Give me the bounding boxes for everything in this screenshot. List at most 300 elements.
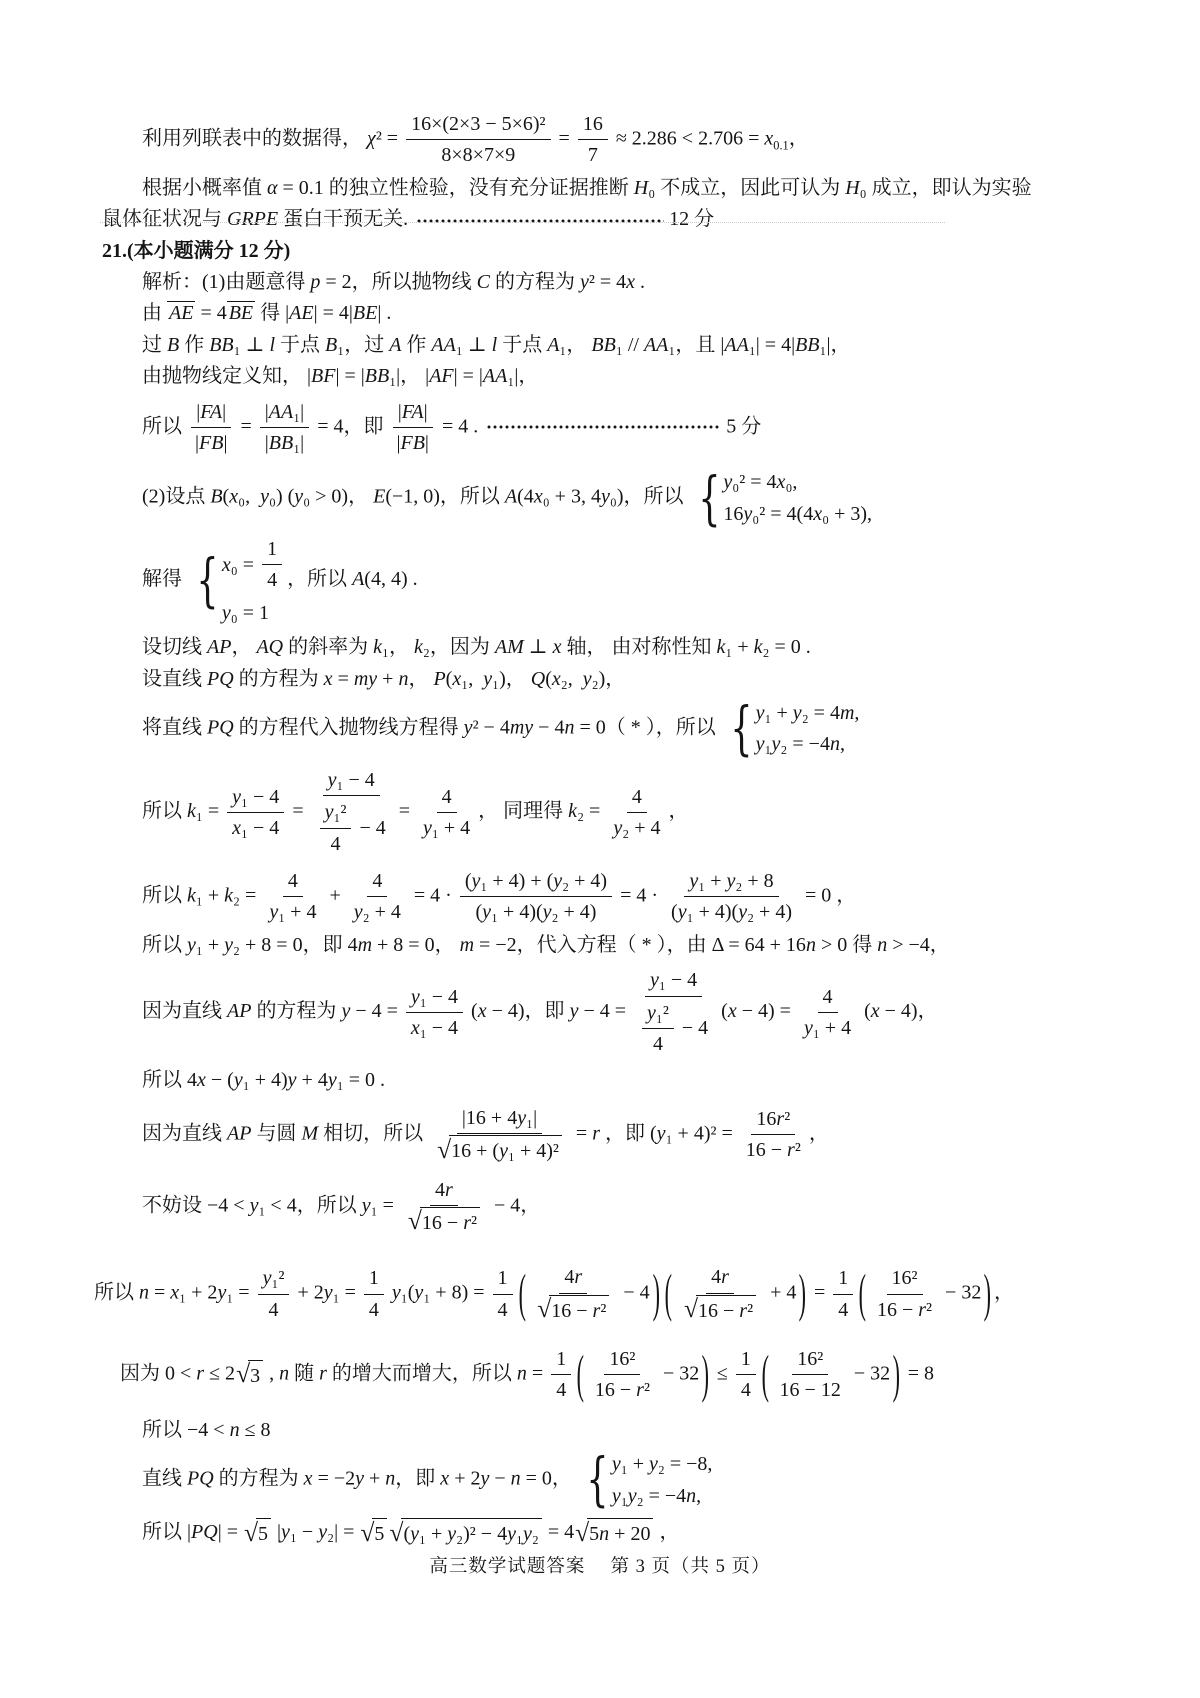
solution-line	[102, 205, 1144, 233]
solution-line	[142, 331, 1144, 359]
math-run: (y₁ + 4) + (y₂ + 4)	[464, 869, 608, 892]
fraction-denominator	[741, 1135, 806, 1164]
fraction	[391, 398, 433, 458]
math-run: = 4 ·	[615, 884, 664, 907]
text-run: .	[407, 568, 418, 591]
fraction	[493, 1264, 513, 1324]
fraction	[260, 398, 309, 458]
math-run: (x − 4)	[466, 1000, 525, 1023]
fraction-denominator	[349, 897, 406, 926]
fraction	[666, 867, 797, 927]
solution-line	[142, 397, 1144, 459]
math-run: |AA₁| = 4|BB₁|	[720, 333, 831, 356]
text-run: 所以	[142, 1069, 187, 1092]
solution-line	[142, 362, 1144, 390]
text-run: ，	[994, 1281, 1014, 1304]
math-run: = 4	[312, 415, 344, 437]
fraction	[460, 867, 612, 927]
text-run: ，即	[600, 1122, 650, 1145]
math-run: = 4	[195, 302, 227, 325]
text-run: 将直线	[142, 716, 207, 739]
text-run: 蛋白干预无关.	[278, 208, 409, 231]
math-run: BB₁ // AA₁	[591, 333, 676, 356]
text-run: 因为直线	[142, 1122, 227, 1145]
math-run: |AE| = 4|BE|	[285, 302, 382, 325]
math-run: + 4	[765, 1281, 797, 1304]
square-root	[575, 1518, 653, 1548]
math-run: =	[235, 415, 257, 437]
text-run: 成立，即认为实验	[866, 176, 1032, 199]
math-run: |FB|	[396, 431, 429, 454]
math-run: 16 − r²	[421, 1211, 477, 1234]
math-run: B(x₀, y₀) (y₀ > 0)	[210, 485, 349, 508]
text-run: ，	[788, 127, 809, 150]
text-run: ，	[518, 365, 539, 388]
fraction-denominator	[583, 140, 603, 169]
fraction	[349, 867, 406, 927]
text-run: 直线	[142, 1467, 187, 1490]
math-run: 16 − r²	[697, 1299, 754, 1322]
big-paren: (	[761, 1344, 769, 1404]
math-run: =	[287, 799, 309, 822]
math-run: 1	[838, 1267, 849, 1290]
text-run: 利用列联表中的数据得，	[142, 127, 367, 150]
math-run: |FA|	[196, 400, 227, 423]
text-run: ，	[231, 636, 257, 659]
text-run: 过	[142, 333, 167, 356]
text-run: ，即	[343, 415, 389, 437]
math-run: y₁ + 4	[269, 901, 317, 924]
math-run: r	[319, 1362, 327, 1385]
cases-rows	[723, 468, 872, 528]
cases-row	[222, 534, 285, 596]
math-run: m = −2	[459, 933, 517, 956]
math-run: 4	[441, 785, 452, 808]
text-run: ，	[566, 333, 592, 356]
solution-line	[120, 1344, 1144, 1406]
solution-line	[102, 237, 1144, 265]
text-run: 的方程代入抛物线方程得	[233, 716, 464, 739]
left-brace: {	[196, 546, 219, 615]
math-run: = 8	[902, 1362, 935, 1385]
fraction-numerator	[260, 398, 309, 428]
math-run: 4	[822, 985, 833, 1008]
text-run: 设切线	[142, 636, 207, 659]
fraction-numerator	[460, 867, 612, 897]
math-run: 0 < r ≤ 2	[165, 1362, 236, 1385]
math-run: B₁	[325, 333, 345, 356]
fraction-denominator	[551, 1375, 571, 1404]
math-run: 4x − (y₁ + 4)y + 4y₁ = 0	[187, 1069, 375, 1092]
fraction-denominator	[775, 1375, 846, 1404]
cases-row	[756, 730, 845, 758]
fraction-denominator	[190, 428, 232, 457]
fraction	[872, 1264, 937, 1324]
square-root	[360, 1518, 387, 1548]
fraction-denominator	[833, 1295, 853, 1324]
text-run: ，即	[395, 1467, 441, 1490]
math-run: A(4x₀ + 3, 4y₀)	[504, 485, 624, 508]
math-run: n =	[516, 1362, 549, 1385]
fraction-numerator	[751, 1105, 795, 1135]
text-run: ，所以	[439, 485, 505, 508]
text-run: .	[635, 270, 646, 293]
cases-rows	[756, 699, 860, 759]
left-brace: {	[586, 1445, 609, 1514]
text-run: 5 分	[726, 415, 762, 437]
fraction-numerator	[792, 1345, 828, 1375]
math-run: 4	[497, 1298, 508, 1321]
math-run: y₁²	[647, 1001, 669, 1024]
math-run: A	[389, 333, 402, 356]
fraction-numerator	[258, 1264, 290, 1294]
fraction-denominator	[872, 1295, 937, 1324]
math-run: 4m + 8 = 0	[347, 933, 435, 956]
math-run: 1	[497, 1267, 508, 1290]
math-run: |BF| = |BB₁|	[307, 365, 401, 388]
text-run: ，	[400, 365, 426, 388]
text-run: 解得	[142, 568, 187, 591]
radicand	[449, 1135, 562, 1165]
solution-line	[142, 694, 1144, 763]
text-run: 于点	[497, 333, 548, 356]
radicand	[696, 1295, 756, 1325]
math-run: 16 − r²	[876, 1298, 933, 1321]
text-run: .	[381, 302, 392, 325]
text-run: 所以	[142, 1521, 187, 1544]
math-run: p = 2	[310, 270, 352, 293]
math-run: (y₁ + 4)² =	[650, 1122, 738, 1145]
fraction-denominator	[402, 1206, 486, 1237]
math-run: k₂ =	[568, 799, 606, 822]
fraction-denominator	[471, 897, 602, 926]
math-run: y₁ + y₂ = −8,	[611, 1453, 713, 1476]
text-run: ，	[505, 667, 531, 690]
fraction	[406, 110, 550, 170]
fraction	[741, 1105, 806, 1165]
text-run: .	[374, 1069, 385, 1092]
math-run: 7	[587, 144, 598, 167]
text-run: ，	[520, 1193, 541, 1216]
math-run: |AF| = |AA₁|	[425, 365, 519, 388]
math-run: y₂ + 4	[353, 901, 401, 924]
radical-sign: √	[243, 1517, 259, 1547]
solution-line	[142, 1416, 1144, 1444]
fraction	[736, 1345, 756, 1405]
radical-sign: √	[437, 1134, 452, 1164]
math-run: − 4	[354, 816, 386, 839]
math-run: P(x₁, y₁)	[433, 667, 506, 690]
math-run: y₁ + y₂ + 8 = 0	[187, 933, 303, 956]
math-run: 16 − r²	[551, 1299, 607, 1322]
fraction-denominator	[648, 1029, 668, 1058]
text-run: 所以	[142, 1418, 187, 1441]
fraction-numerator	[191, 398, 231, 428]
text-run: 的增大而增大，所以	[326, 1362, 517, 1385]
fraction	[258, 1264, 290, 1324]
text-run: 因为直线	[142, 1000, 227, 1023]
fraction-numerator	[320, 798, 352, 828]
math-run: 4r	[564, 1266, 583, 1289]
text-run: ，因为	[429, 636, 495, 659]
math-run: y₁²	[324, 801, 347, 824]
text-run: 的方程为	[213, 1467, 304, 1490]
math-run: k₁ + k₂ =	[187, 884, 262, 907]
fraction	[678, 1263, 762, 1325]
text-run: 21.(本小题满分 12 分)	[102, 239, 291, 262]
big-paren: (	[576, 1344, 585, 1404]
math-run: x₁ − 4	[410, 1017, 459, 1040]
big-paren: )	[701, 1344, 710, 1404]
text-run: ，所以	[296, 1193, 362, 1216]
math-run: AP	[227, 1122, 252, 1145]
solution-line	[142, 463, 1144, 532]
math-run: 3	[250, 1364, 261, 1387]
solution-line	[142, 1518, 1144, 1549]
big-paren: )	[892, 1344, 901, 1404]
fraction-numerator	[364, 1264, 384, 1294]
fraction-numerator	[367, 867, 387, 897]
text-run: 的方程为	[256, 1000, 342, 1023]
fraction-denominator	[260, 428, 309, 457]
fraction-denominator	[436, 140, 520, 169]
fraction-denominator	[227, 813, 284, 842]
math-run: GRPE	[227, 208, 279, 231]
fraction-denominator	[418, 813, 475, 842]
math-run: |AA₁|	[264, 400, 305, 423]
fraction	[364, 1264, 384, 1324]
radical-sign: √	[389, 1517, 404, 1547]
text-run: ，	[348, 485, 374, 508]
fraction-denominator	[364, 1295, 384, 1324]
radical-sign: √	[575, 1517, 590, 1547]
text-run: 鼠体征状况与	[102, 208, 227, 231]
solution-line	[142, 174, 1144, 202]
math-run: y₁y₂ = −4n,	[755, 733, 845, 756]
math-run: x + 2y − n = 0	[440, 1467, 552, 1490]
solution-content	[94, 109, 1144, 1549]
fraction	[531, 1263, 615, 1325]
math-run: y₁ + y₂ + 8	[689, 869, 774, 892]
cases-rows	[612, 1450, 713, 1510]
radical-sign: √	[236, 1359, 251, 1389]
math-run: − 4	[676, 1017, 709, 1040]
scan-artifact-dotted-rule	[100, 222, 945, 223]
fraction-numerator	[887, 1264, 923, 1294]
math-run: 5n + 20	[589, 1523, 651, 1546]
math-run: 4r	[711, 1266, 729, 1289]
text-run: 于点	[275, 333, 325, 356]
cases-row	[222, 599, 269, 627]
math-run: BE	[228, 302, 254, 325]
math-run: AP	[227, 1000, 252, 1023]
math-run: 1	[556, 1348, 567, 1371]
left-brace: {	[730, 694, 753, 763]
text-run: 轴， 由对称性知	[561, 636, 717, 659]
math-run: 4	[838, 1298, 849, 1321]
math-run: 16²	[609, 1348, 636, 1371]
math-run: PQ	[207, 667, 234, 690]
math-run: 4r	[435, 1178, 453, 1201]
radical-sign: √	[360, 1517, 375, 1547]
solution-line	[142, 866, 1144, 928]
text-run: ，	[434, 933, 460, 956]
fraction	[418, 783, 475, 843]
cases-system	[723, 694, 860, 763]
text-run: ，所以	[287, 568, 353, 591]
math-run: |y₁ − y₂| =	[272, 1521, 360, 1544]
math-run: C	[476, 270, 490, 293]
math-run: |FB|	[195, 431, 228, 454]
math-run: B	[167, 333, 180, 356]
math-run: x = −2y + n	[303, 1467, 396, 1490]
solution-line	[142, 965, 1144, 1060]
fraction-numerator	[437, 783, 457, 813]
math-run: y₁ − 4	[327, 768, 375, 791]
radicand	[420, 1207, 480, 1237]
math-run: 8×8×7×9	[441, 144, 516, 167]
page-footer: 高三数学试题答案 第 3 页（共 5 页）	[429, 1557, 771, 1577]
math-run: (y₁ + 4)(y₂ + 4)	[671, 901, 792, 924]
cases-row	[756, 699, 860, 727]
text-run: ，	[929, 933, 950, 956]
math-run: = 0	[800, 884, 832, 907]
text-run: 得	[255, 302, 286, 325]
cases-row	[723, 468, 797, 496]
math-run: (x − 4) =	[716, 1000, 796, 1023]
math-run: , n	[264, 1362, 290, 1385]
math-run: +	[324, 884, 346, 907]
text-run: 作	[401, 333, 432, 356]
math-run: − 32	[848, 1362, 891, 1385]
math-run: 4	[652, 1032, 663, 1055]
text-run: 设直线	[142, 667, 207, 690]
math-run: |16 + 4y₁|	[461, 1106, 538, 1129]
math-run: − 4	[489, 1193, 521, 1216]
square-root	[437, 1135, 562, 1165]
fraction-denominator	[736, 1375, 756, 1404]
fraction-numerator	[323, 766, 380, 796]
fraction	[262, 535, 282, 595]
math-run: AP	[207, 636, 232, 659]
fraction	[190, 398, 232, 458]
text-run: ，即	[302, 933, 348, 956]
cases-rows	[222, 534, 285, 627]
math-run: 4	[372, 869, 383, 892]
math-run: y₁ − 4	[232, 785, 280, 808]
math-run: y₁²	[262, 1267, 285, 1290]
math-run: 4	[631, 785, 642, 808]
cases-row	[612, 1482, 701, 1510]
fraction-denominator	[406, 1013, 463, 1042]
fraction-denominator	[262, 565, 282, 594]
fraction	[775, 1345, 846, 1405]
cases-system	[691, 463, 873, 532]
math-run: y₂ + 4	[613, 816, 661, 839]
left-brace: {	[697, 463, 721, 532]
radicand	[248, 1360, 263, 1390]
fraction	[402, 1176, 486, 1238]
math-run: =	[393, 799, 416, 822]
fraction	[320, 798, 352, 858]
math-run: M	[301, 1122, 319, 1145]
text-run: 所以	[94, 1281, 139, 1304]
square-root	[684, 1295, 756, 1325]
math-run: 16y₀² = 4(4x₀ + 3),	[723, 502, 873, 525]
math-run: Q(x₂, y₂)	[530, 667, 606, 690]
fraction	[608, 783, 665, 843]
big-paren: (	[664, 1263, 673, 1323]
fraction	[634, 966, 713, 1059]
solution-line	[142, 1103, 1144, 1167]
text-run: 由	[142, 302, 167, 325]
fraction-denominator	[431, 1134, 568, 1165]
math-run: E(−1, 0)	[373, 485, 440, 508]
text-run: .	[468, 415, 479, 437]
math-run: (x − 4)	[859, 1000, 918, 1023]
fraction-denominator	[326, 829, 346, 858]
text-run: （ * ），所以	[605, 716, 721, 739]
math-run: 4	[268, 1298, 279, 1321]
math-run: k₂	[413, 636, 430, 659]
math-run: x₀ =	[221, 553, 260, 576]
text-run: 的方程为	[233, 667, 324, 690]
fraction-denominator	[666, 897, 797, 926]
math-run: − 32	[940, 1281, 982, 1304]
fraction	[264, 867, 321, 927]
solution-line	[142, 1175, 1144, 1239]
fraction-numerator	[283, 867, 303, 897]
math-run: Δ = 64 + 16n > 0	[711, 933, 848, 956]
math-run: y₁ − 4	[650, 969, 698, 992]
math-run: y₁ − 4	[410, 985, 459, 1008]
solution-line	[142, 665, 1144, 693]
square-root	[537, 1295, 609, 1325]
radicand	[372, 1518, 387, 1548]
radicand	[587, 1518, 653, 1548]
text-run: ，	[551, 1467, 577, 1490]
math-run: 16²	[797, 1348, 824, 1371]
text-run: ，	[654, 1521, 680, 1544]
math-run: χ² =	[367, 127, 404, 150]
math-run: H₀	[845, 176, 867, 199]
fraction-numerator	[645, 966, 702, 996]
math-run: y₁y₂ = −4n,	[611, 1484, 702, 1507]
text-run: ，	[408, 667, 434, 690]
fraction-numerator	[642, 999, 674, 1029]
solution-line	[142, 268, 1144, 296]
fraction-numerator	[627, 783, 647, 813]
fraction-numerator	[833, 1264, 853, 1294]
solution-line	[142, 765, 1144, 860]
math-run: 16²	[891, 1267, 918, 1290]
math-run: 1	[740, 1348, 751, 1371]
fraction-numerator	[604, 1345, 640, 1375]
math-run: 16	[582, 113, 603, 135]
math-run: PQ	[207, 716, 234, 739]
fraction	[431, 1104, 568, 1166]
fraction-numerator	[684, 867, 778, 897]
fraction	[551, 1345, 571, 1405]
big-paren: )	[652, 1263, 660, 1323]
big-paren: (	[858, 1263, 867, 1323]
text-run: ，	[605, 667, 626, 690]
square-root	[389, 1518, 541, 1548]
text-run: 所以	[142, 884, 187, 907]
fraction-numerator	[406, 983, 463, 1013]
text-run: 得	[847, 933, 878, 956]
math-run: −4 < y₁ < 4	[207, 1193, 297, 1216]
